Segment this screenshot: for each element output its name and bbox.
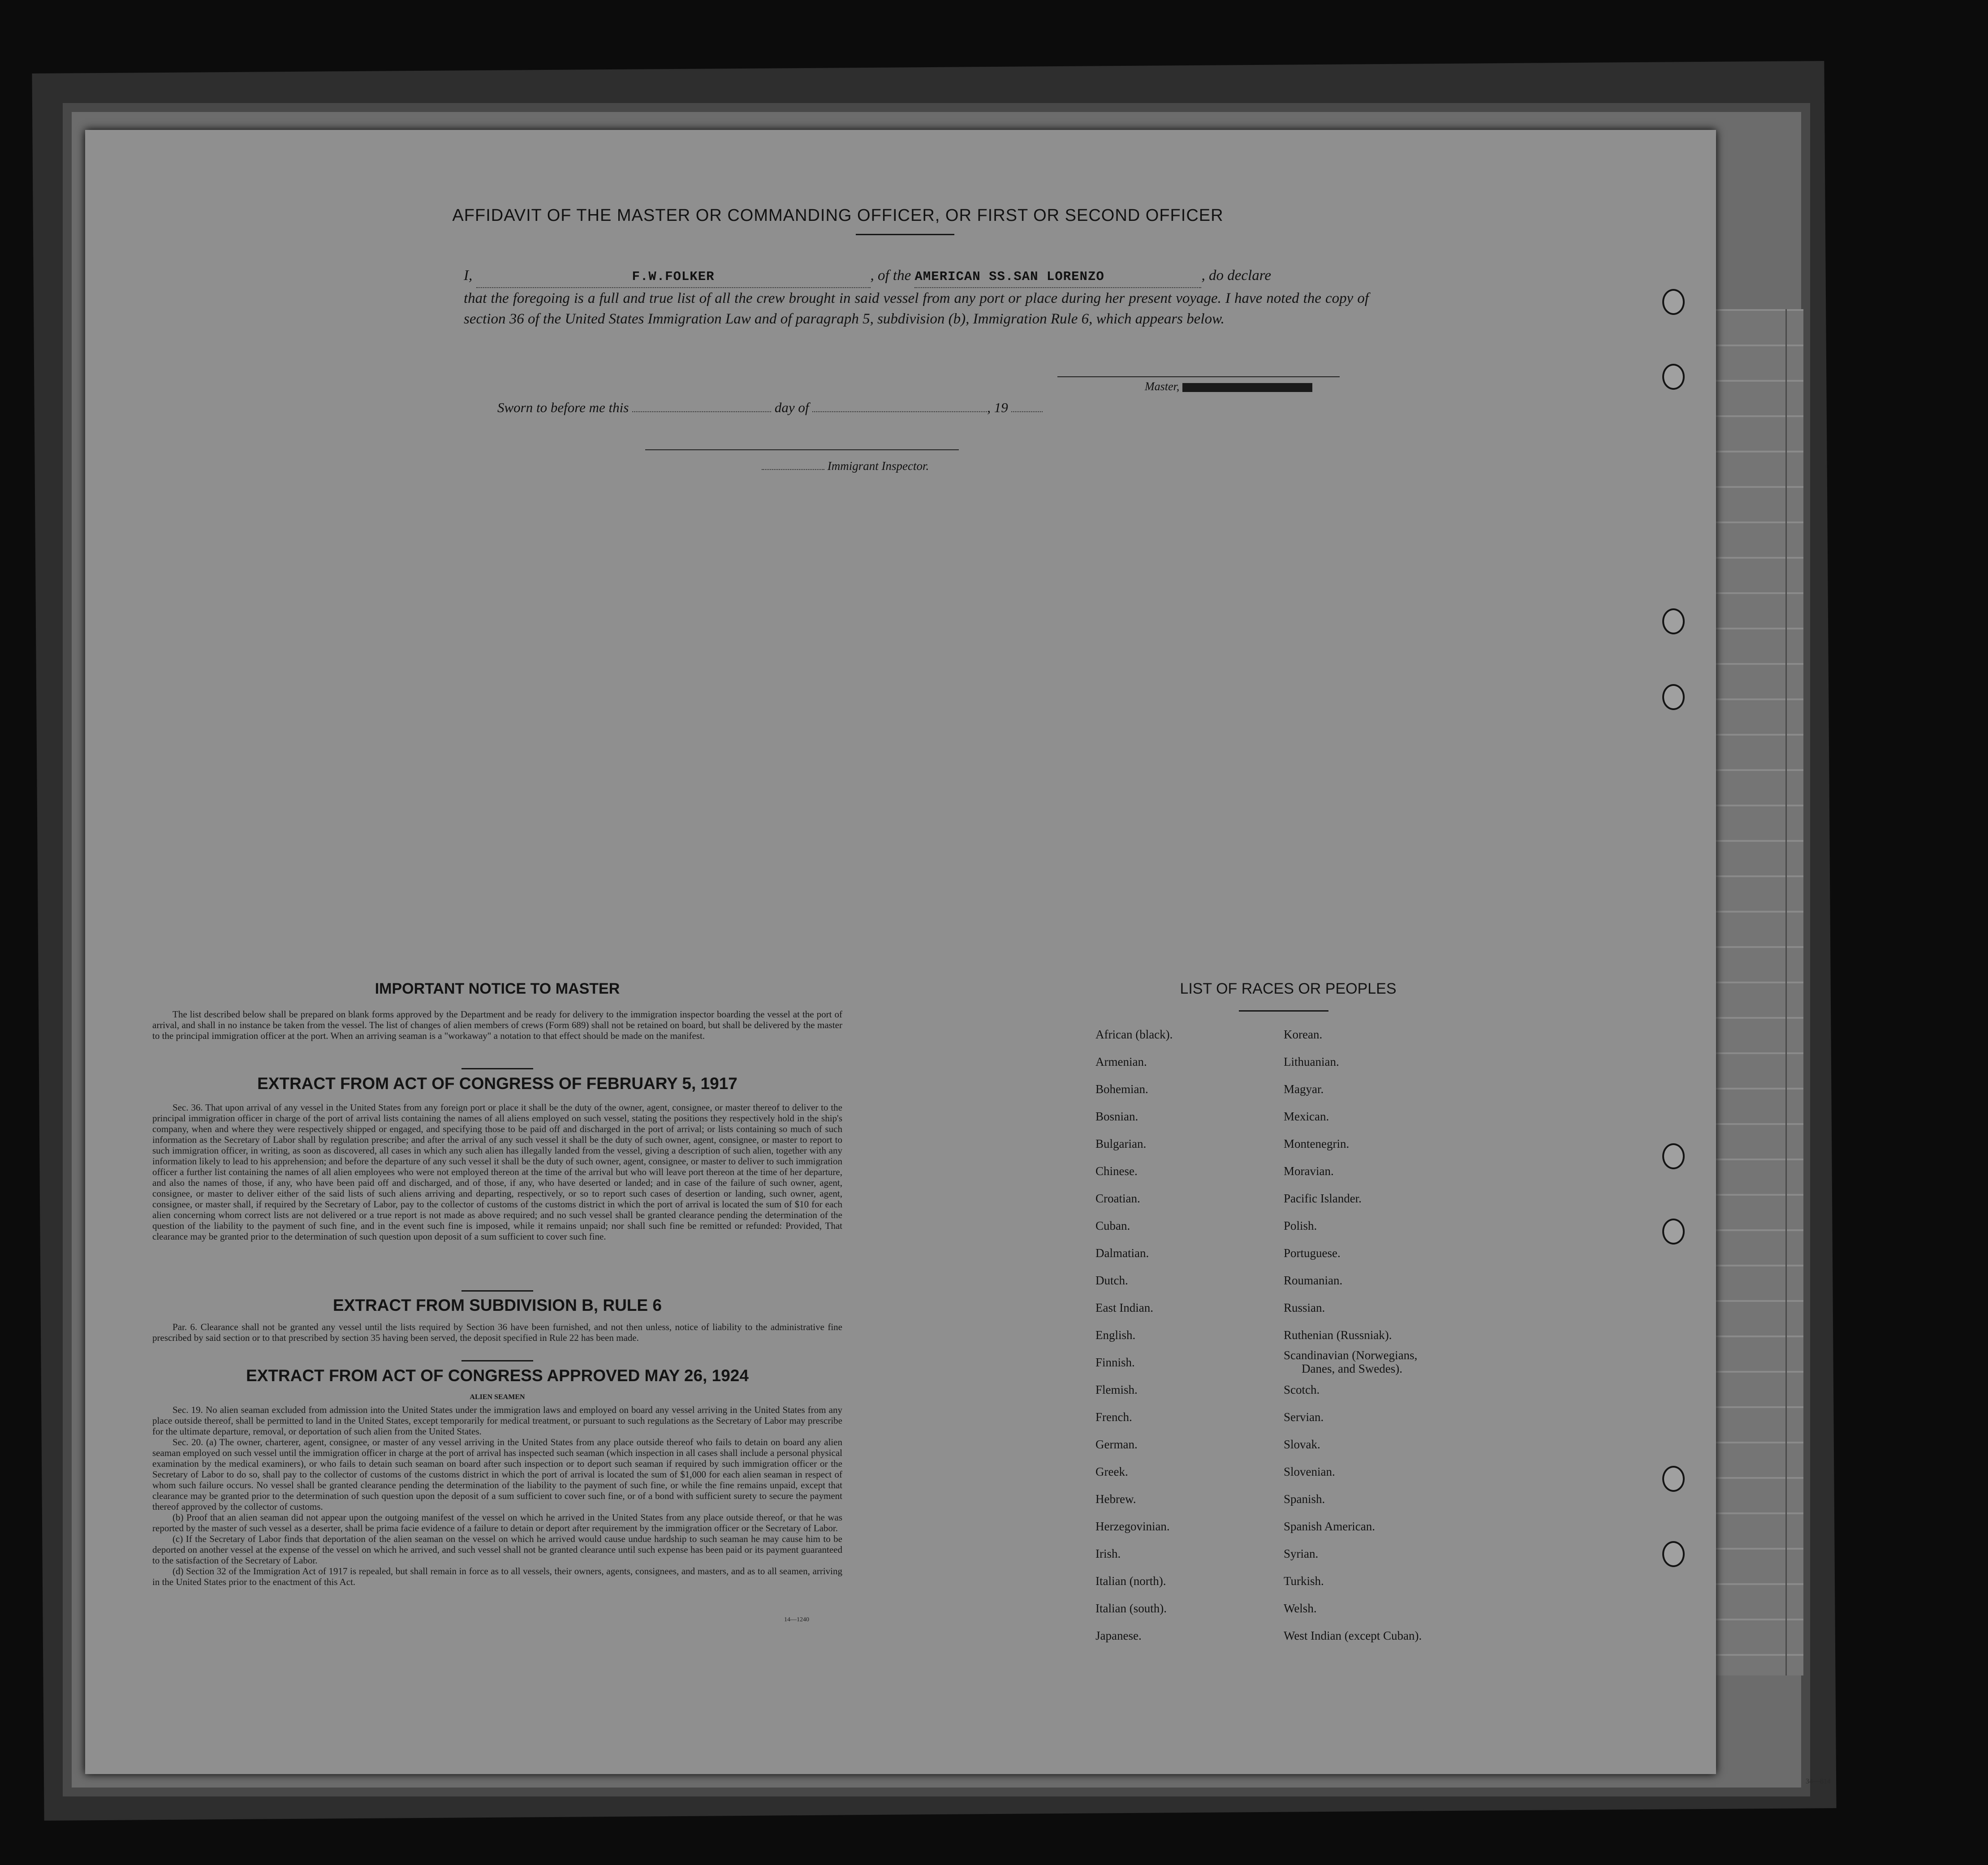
race-left-item: English. bbox=[1095, 1328, 1136, 1342]
race-left-item: Finnish. bbox=[1095, 1356, 1135, 1369]
inspector-signature-line bbox=[645, 449, 959, 450]
extract-1924-text bbox=[152, 1404, 842, 1587]
races-title: LIST OF RACES OR PEOPLES bbox=[1180, 980, 1397, 997]
notice-text bbox=[152, 1009, 842, 1041]
race-left-item: Italian (south). bbox=[1095, 1602, 1167, 1615]
race-right-item: Danes, and Swedes). bbox=[1302, 1362, 1402, 1375]
race-right-item: Montenegrin. bbox=[1284, 1137, 1350, 1150]
inspector-dots bbox=[762, 469, 824, 470]
declaration bbox=[464, 265, 1369, 329]
sec-19-paragraph: Sec. 19. No alien seaman excluded from admission into the United States under the immigration laws and employed on board any vessel arriving in the United States from any place outside thereof, shall be permitted to land in the United States, except temporarily for medical treatment, or pursuant to such regulations as the Secretary of Labor may prescribe for the ultimate departure, removal, or deportation of such alien from the United States. bbox=[152, 1404, 842, 1437]
notice-title: IMPORTANT NOTICE TO MASTER bbox=[375, 980, 620, 997]
punch-hole bbox=[1662, 364, 1685, 390]
race-left-item: Cuban. bbox=[1095, 1219, 1130, 1232]
underlying-ruled-page bbox=[1716, 309, 1803, 1675]
race-right-item: Spanish American. bbox=[1284, 1520, 1375, 1533]
declaration-i: I, bbox=[464, 267, 473, 284]
form-number: 14—1240 bbox=[784, 1616, 809, 1623]
title-rule bbox=[856, 234, 954, 235]
section-rule bbox=[461, 1290, 533, 1292]
race-left-item: Croatian. bbox=[1095, 1192, 1140, 1205]
punch-hole bbox=[1662, 1466, 1685, 1492]
struck-out-text bbox=[1182, 383, 1312, 392]
extract-1917-text bbox=[152, 1102, 842, 1242]
year-label: , 19 bbox=[987, 400, 1008, 415]
notice-paragraph: The list described below shall be prepared on blank forms approved by the Department and be ready for delivery to the immigration inspector boarding the vessel at the port of arrival, and shall in no instance be taken from the vessel. The list of changes of alien members of crews (Form 689) shall not be retained on board, but shall be delivered by the master to the principal immigration officer at the port. When an arriving seaman is a "workaway" a notation to that effect should be made on the manifest. bbox=[152, 1009, 842, 1041]
sec-20b-paragraph: (b) Proof that an alien seaman did not appear upon the outgoing manifest of the vessel on which he arrived in the United States from any place outside thereof, or that he was reported by the master of such vessel as a deserter, shall be prima facie evidence of a failure to detain or deport after requirement by the immigration officer or the Secretary of Labor. bbox=[152, 1512, 842, 1533]
sec-20d-paragraph: (d) Section 32 of the Immigration Act of 1917 is repealed, but shall remain in force as to all vessels, their owners, agents, consignees, and masters, and as to all seamen, arriving in the United States prior to the enactment of this Act. bbox=[152, 1566, 842, 1587]
extract-rule6-title: EXTRACT FROM SUBDIVISION B, RULE 6 bbox=[333, 1296, 662, 1314]
race-left-item: Japanese. bbox=[1095, 1629, 1142, 1642]
race-right-item: Moravian. bbox=[1284, 1164, 1334, 1178]
race-right-item: Portuguese. bbox=[1284, 1246, 1341, 1260]
sheet-code: 34—814 bbox=[1806, 1778, 1831, 1785]
race-left-item: Herzegovinian. bbox=[1095, 1520, 1170, 1533]
race-left-item: Italian (north). bbox=[1095, 1574, 1166, 1588]
race-left-item: East Indian. bbox=[1095, 1301, 1153, 1314]
sec-20c-paragraph: (c) If the Secretary of Labor finds that deportation of the alien seaman on the vessel on which he arrived would cause undue hardship to such seaman he may cause him to be deported on another vessel at the expense of the vessel on which he arrived, and such vessel shall not be granted clearance until such expense has been paid or its payment guaranteed to the satisfaction of the Secretary of Labor. bbox=[152, 1533, 842, 1566]
race-right-item: Slovak. bbox=[1284, 1438, 1320, 1451]
section-rule bbox=[461, 1068, 533, 1069]
punch-hole bbox=[1662, 608, 1685, 634]
affidavit-title: AFFIDAVIT OF THE MASTER OR COMMANDING OFFICER, OR FIRST OR SECOND OFFICER bbox=[452, 206, 1224, 225]
race-left-item: Armenian. bbox=[1095, 1055, 1147, 1068]
race-right-item: Roumanian. bbox=[1284, 1274, 1343, 1287]
race-left-item: Bulgarian. bbox=[1095, 1137, 1147, 1150]
inspector-label: Immigrant Inspector. bbox=[827, 459, 929, 473]
races-rule bbox=[1239, 1010, 1328, 1012]
extract-rule6-text bbox=[152, 1322, 842, 1343]
sworn-day-field bbox=[632, 411, 771, 412]
race-right-item: Scotch. bbox=[1284, 1383, 1320, 1396]
race-right-item: Pacific Islander. bbox=[1284, 1192, 1362, 1205]
section-rule bbox=[461, 1360, 533, 1361]
day-of-label: day of bbox=[774, 400, 809, 415]
punch-hole bbox=[1662, 289, 1685, 315]
extract-1924-title: EXTRACT FROM ACT OF CONGRESS APPROVED MAY 26, 1924 bbox=[246, 1366, 749, 1385]
punch-hole bbox=[1662, 684, 1685, 710]
race-right-item: Turkish. bbox=[1284, 1574, 1324, 1588]
punch-hole bbox=[1662, 1541, 1685, 1567]
race-left-item: Hebrew. bbox=[1095, 1492, 1136, 1506]
master-label: Master, bbox=[1145, 380, 1180, 393]
sec-20a-paragraph: Sec. 20. (a) The owner, charterer, agent, consignee, or master of any vessel arriving in the United States from any place outside thereof who fails to detain on board any alien seaman employed on such vessel until the immigration officer in charge at the port of arrival has inspected such seaman (which inspection in all cases shall include a personal physical examination by the medical examiners), or who fails to detain such seaman on board after such inspection or to deport such seaman if required by such immigration officer or the Secretary of Labor to do so, shall pay to the collector of customs of the customs district in which the port of arrival is located the sum of $1,000 for each alien seaman in respect of whom such failure occurs. No vessel shall be granted clearance pending the determination of the liability to the payment of such fine, or while the fine remains unpaid, except that clearance may be granted prior to the determination of such question upon the deposit of a sum sufficient to cover such fine, or of a bond with sufficient surety to secure the payment thereof approved by the collector of customs. bbox=[152, 1437, 842, 1512]
sworn-label: Sworn to before me this bbox=[497, 400, 629, 415]
punch-hole bbox=[1662, 1143, 1685, 1169]
sworn-month-field bbox=[812, 411, 987, 412]
race-right-item: Welsh. bbox=[1284, 1602, 1317, 1615]
race-left-item: African (black). bbox=[1095, 1028, 1173, 1041]
race-right-item: Mexican. bbox=[1284, 1110, 1329, 1123]
section-36-paragraph: Sec. 36. That upon arrival of any vessel in the United States from any foreign port or place it shall be the duty of the owner, agent, consignee, or master thereof to deliver to the principal immigration officer in charge of the port of arrival lists containing the names of all aliens employed on such vessel, stating the positions they respectively hold in the ship's company, when and where they were respectively shipped or engaged, and specifying those to be paid off and discharged in the port of arrival; or lists containing so much of such information as the Secretary of Labor shall by regulation prescribe; and after the arrival of any such vessel it shall be the duty of such owner, agent, consignee, or master to report to such immigration officer, in writing, as soon as discovered, all cases in which any such alien has illegally landed from the vessel, giving a description of such alien, together with any information likely to lead to his apprehension; and before the departure of any such vessel it shall be the duty of such owner, agent, consignee, or master to deliver to such immigration officer a further list containing the names of all alien employees who were not employed thereon at the time of the arrival but who will leave port thereon at the time of her departure, and also the names of those, if any, who have been paid off and discharged, and of those, if any, who have deserted or landed; and in case of the failure of such owner, agent, consignee, or master to deliver either of the said lists of such aliens arriving and departing, respectively, or so to report such cases of desertion or landing, such owner, agent, consignee, or master shall, if required by the Secretary of Labor, pay to the collector of customs of the customs district in which the port of arrival is located the sum of $10 for each alien concerning whom correct lists are not delivered or a true report is not made as above required; and no such vessel shall be granted clearance pending the determination of the question of the liability to the payment of such fine, and in the event such fine is imposed, while it remains unpaid; nor shall such fine be remitted or refunded: Provided, That clearance may be granted prior to the determination of such question upon deposit of a sum sufficient to cover such fine. bbox=[152, 1102, 842, 1242]
race-right-item: West Indian (except Cuban). bbox=[1284, 1629, 1422, 1642]
inspector-label-row bbox=[762, 459, 929, 473]
declaration-text: that the foregoing is a full and true list of all the crew brought in said vessel from any port or place during her present voyage. I have noted the copy of section 36 of the United States Immigration Law and of paragraph 5, subdivision (b), Immigration Rule 6, which appears below. bbox=[464, 290, 1369, 327]
sworn-year-field bbox=[1011, 411, 1043, 412]
race-right-item: Russian. bbox=[1284, 1301, 1325, 1314]
race-right-item: Syrian. bbox=[1284, 1547, 1319, 1560]
extract-1917-title: EXTRACT FROM ACT OF CONGRESS OF FEBRUARY 5, 1917 bbox=[257, 1074, 737, 1093]
sworn-line bbox=[497, 400, 1043, 416]
race-left-item: Bohemian. bbox=[1095, 1082, 1148, 1096]
race-right-item: Magyar. bbox=[1284, 1082, 1324, 1096]
race-left-item: French. bbox=[1095, 1410, 1132, 1424]
race-right-item: Polish. bbox=[1284, 1219, 1317, 1232]
master-signature-line bbox=[1057, 376, 1340, 377]
race-left-item: German. bbox=[1095, 1438, 1138, 1451]
race-right-item: Slovenian. bbox=[1284, 1465, 1335, 1478]
race-right-item: Scandinavian (Norwegians, bbox=[1284, 1348, 1418, 1362]
race-right-item: Spanish. bbox=[1284, 1492, 1325, 1506]
officer-name-field: F.W.FOLKER bbox=[476, 267, 871, 288]
race-left-item: Irish. bbox=[1095, 1547, 1121, 1560]
race-left-item: Flemish. bbox=[1095, 1383, 1138, 1396]
alien-seamen-subtitle: ALIEN SEAMEN bbox=[470, 1393, 525, 1401]
master-label-row bbox=[1145, 380, 1312, 393]
race-left-item: Bosnian. bbox=[1095, 1110, 1138, 1123]
race-right-item: Lithuanian. bbox=[1284, 1055, 1339, 1068]
ruled-column-line bbox=[1785, 309, 1787, 1675]
race-left-item: Greek. bbox=[1095, 1465, 1128, 1478]
race-right-item: Korean. bbox=[1284, 1028, 1323, 1041]
race-left-item: Chinese. bbox=[1095, 1164, 1138, 1178]
declaration-of-the: , of the bbox=[870, 267, 911, 284]
vessel-name-field: AMERICAN SS.SAN LORENZO bbox=[914, 267, 1201, 288]
race-left-item: Dalmatian. bbox=[1095, 1246, 1149, 1260]
declaration-do-declare: , do declare bbox=[1201, 267, 1271, 284]
race-right-item: Servian. bbox=[1284, 1410, 1324, 1424]
race-right-item: Ruthenian (Russniak). bbox=[1284, 1328, 1392, 1342]
race-left-item: Dutch. bbox=[1095, 1274, 1128, 1287]
punch-hole bbox=[1662, 1219, 1685, 1245]
rule6-paragraph: Par. 6. Clearance shall not be granted any vessel until the lists required by Section 36 have been furnished, and not then unless, notice of liability to the administrative fine prescribed by said section or to that prescribed by section 35 having been served, the deposit specified in Rule 22 has been made. bbox=[152, 1322, 842, 1343]
